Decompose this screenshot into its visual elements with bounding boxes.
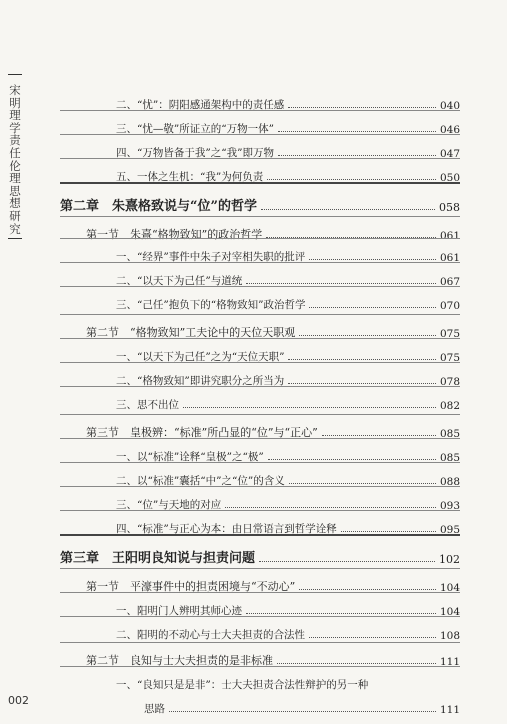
toc-divider (60, 462, 460, 463)
toc-page-number: 050 (439, 172, 460, 184)
toc-divider (60, 134, 460, 135)
toc-divider (60, 592, 460, 593)
toc-entry-title: 三、“己任”抱负下的“格物致知”政治哲学 (116, 299, 306, 311)
dot-leader (309, 259, 436, 260)
toc-divider (60, 438, 460, 439)
toc-item-row (60, 288, 460, 312)
toc-item-row (60, 464, 460, 488)
toc-chapter-row (60, 188, 460, 214)
toc-item-row (60, 240, 460, 264)
toc-page-number: 085 (439, 428, 460, 440)
toc-divider (60, 642, 460, 643)
toc-page-number: 067 (439, 276, 460, 288)
toc-section-row (60, 316, 460, 340)
toc-page-number: 085 (439, 452, 460, 464)
dot-leader (267, 179, 436, 180)
dot-leader (299, 335, 436, 336)
toc-entry-title: 二、“格物致知”即讲究职分之所当为 (116, 375, 285, 387)
dot-leader (278, 155, 436, 156)
toc-item-row (60, 264, 460, 288)
toc-page-number: 040 (439, 100, 460, 112)
dot-leader (246, 283, 436, 284)
toc-divider (60, 182, 460, 184)
toc-page-number: 061 (439, 252, 460, 264)
dot-leader (259, 561, 435, 562)
toc-entry-title: 三、思不出位 (116, 399, 179, 411)
toc-entry-title: 一、以“标准”诠释“皇极”之“极” (116, 451, 264, 463)
toc-item-row (60, 112, 460, 136)
toc-item-row (60, 512, 460, 536)
toc-item-row (60, 618, 460, 642)
toc-page-number: 075 (439, 328, 460, 340)
dot-leader (288, 107, 436, 108)
dot-leader (288, 383, 436, 384)
toc-divider (60, 362, 460, 363)
toc-page-number: 093 (439, 500, 460, 512)
toc-divider (60, 414, 460, 415)
toc-item-row (60, 594, 460, 618)
running-book-title: 宋明理学责任伦理思想研究 (9, 83, 21, 236)
dot-leader (277, 663, 436, 664)
toc-entry-title: 二、“以天下为己任”与道统 (116, 275, 243, 287)
toc-divider (60, 510, 460, 511)
toc-entry-title: 三、“忧—敬”所证立的“万物一体” (116, 123, 274, 135)
toc-entry-title: 思路 (144, 703, 165, 715)
toc-section-row (60, 644, 460, 668)
toc-section-row (60, 416, 460, 440)
toc-item-row (60, 340, 460, 364)
toc-page-number: 061 (439, 230, 460, 242)
toc-page-number: 058 (439, 201, 460, 214)
toc-divider (60, 216, 460, 217)
toc-divider (60, 110, 460, 111)
toc-item-row (60, 668, 460, 692)
toc-entry-title: 第一节 平濠事件中的担责困境与“不动心” (86, 580, 296, 593)
toc-page-number: 108 (439, 630, 460, 642)
toc-item-row (60, 160, 460, 184)
toc-divider (60, 616, 460, 617)
toc-divider (60, 386, 460, 387)
toc-divider (60, 568, 460, 569)
toc-item-row (60, 88, 460, 112)
toc-item-row (60, 388, 460, 412)
toc-divider (60, 158, 460, 159)
dot-leader (299, 589, 436, 590)
toc-page-number: 104 (439, 582, 460, 594)
toc-page-number: 095 (439, 524, 460, 536)
side-title-bottom-rule (8, 238, 22, 239)
toc-page-number: 046 (439, 124, 460, 136)
toc-section-row (60, 570, 460, 594)
toc-item-row (60, 440, 460, 464)
toc-entry-title: 五、一体之生机：“我”为何负责 (116, 171, 264, 183)
toc-entry-title: 四、“标准”与正心为本：由日常语言到哲学诠释 (116, 523, 337, 535)
toc-entry-title: 一、阳明门人辨明其师心迹 (116, 605, 242, 617)
toc-entry-title: 一、“经界”事件中朱子对宰相失职的批评 (116, 251, 306, 263)
toc-page-number: 075 (439, 352, 460, 364)
dot-leader (309, 637, 436, 638)
toc-divider (60, 262, 460, 263)
toc-page-number: 111 (439, 704, 460, 716)
toc-item-row (60, 364, 460, 388)
toc-entry-title: 二、“忧”：阴阳感通架构中的责任感 (116, 99, 285, 111)
toc-divider (60, 314, 460, 315)
dot-leader (268, 459, 436, 460)
dot-leader (261, 209, 435, 210)
toc-entry-title: 四、“万物皆备于我”之“我”即万物 (116, 147, 274, 159)
toc-page-number: 088 (439, 476, 460, 488)
toc-divider (60, 486, 460, 487)
toc-entry-title: 一、“良知只是是非”：士大夫担责合法性辩护的另一种 (116, 679, 369, 691)
toc-entry-title: 二、阳明的不动心与士大夫担责的合法性 (116, 629, 305, 641)
toc-entry-title: 二、以“标准”囊括“中”之“位”的含义 (116, 475, 285, 487)
toc-item-row (60, 136, 460, 160)
toc-page-number: 047 (439, 148, 460, 160)
dot-leader (322, 435, 436, 436)
toc-entry-title: 第一节 朱熹“格物致知”的政治哲学 (86, 228, 263, 241)
dot-leader (309, 307, 435, 308)
toc-entry-title: 第二章 朱熹格致说与“位”的哲学 (60, 199, 257, 214)
toc-divider (60, 534, 460, 536)
dot-leader (246, 613, 436, 614)
toc-entry-title: 三、“位”与天地的对应 (116, 499, 222, 511)
dot-leader (225, 507, 436, 508)
toc-page-number: 082 (439, 400, 460, 412)
toc-entry-title: 第三节 皇极辨：“标准”所凸显的“位”与“正心” (86, 426, 318, 439)
toc-entry-title: 第三章 王阳明良知说与担责问题 (60, 551, 256, 566)
toc-page-number: 070 (439, 300, 460, 312)
toc-page-number: 111 (439, 656, 460, 668)
toc-entry-title: 第二节 “格物致知”工夫论中的天位天职观 (86, 326, 296, 339)
toc-entry-title: 第二节 良知与士大夫担责的是非标准 (86, 654, 273, 667)
dot-leader (183, 407, 436, 408)
dot-leader (169, 711, 436, 712)
dot-leader (289, 483, 436, 484)
toc-page-number: 104 (439, 606, 460, 618)
toc-page-number: 102 (439, 553, 460, 566)
toc-divider (60, 338, 460, 339)
dot-leader (278, 131, 436, 132)
toc-divider (60, 238, 460, 239)
toc-entry-title: 一、“以天下为己任”之为“天位天职” (116, 351, 285, 363)
toc-page-number: 078 (439, 376, 460, 388)
toc-item-row (60, 488, 460, 512)
dot-leader (288, 359, 435, 360)
toc-item-row (60, 692, 460, 716)
toc-chapter-row (60, 540, 460, 566)
dot-leader (341, 531, 436, 532)
side-title-top-rule (8, 74, 22, 75)
page-number: 002 (8, 694, 29, 707)
toc-divider (60, 286, 460, 287)
toc-divider (60, 666, 460, 667)
